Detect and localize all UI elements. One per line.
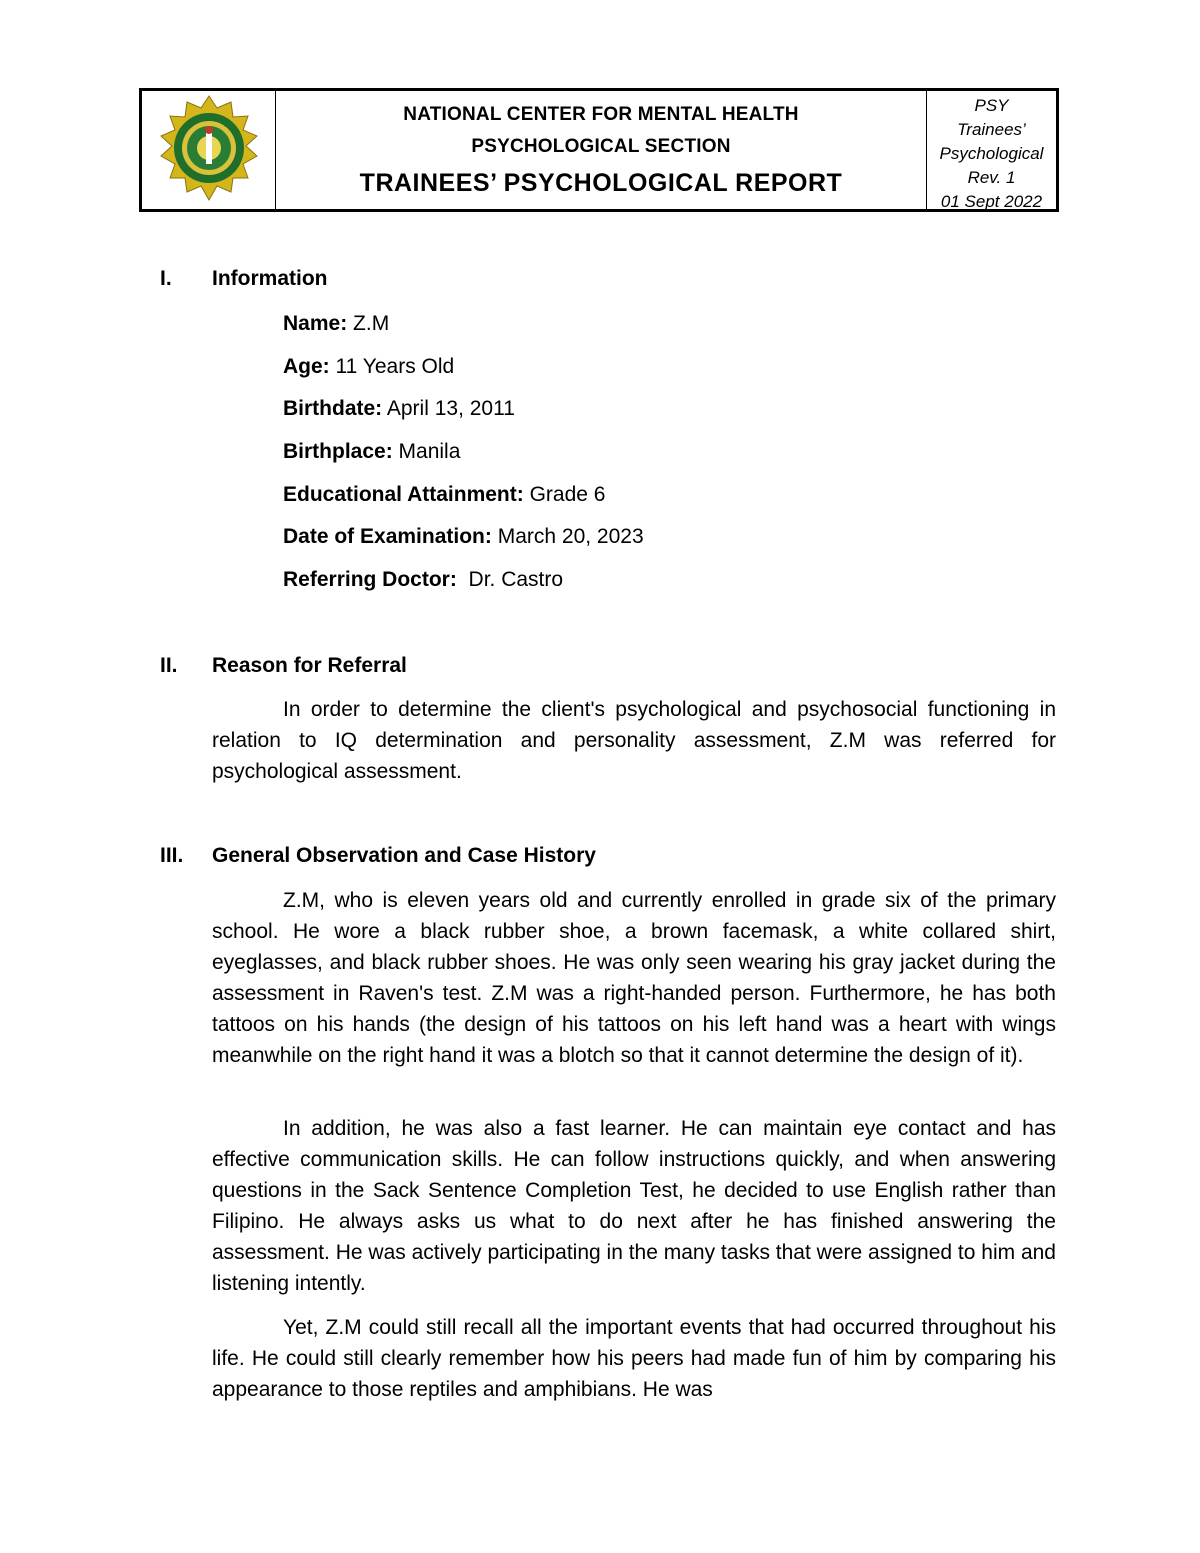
title-cell — [276, 91, 927, 209]
field-value: April 13, 2011 — [386, 397, 515, 420]
field-value: Grade 6 — [529, 483, 606, 506]
paragraph-text: In order to determine the client's psychological and psychosocial functioning in relation to IQ determination and personality assessment, Z.M was referred for psychological assessment. — [212, 698, 1056, 783]
field-label: Birthdate: — [283, 397, 383, 420]
meta-code: PSY — [974, 96, 1009, 115]
section-name: PSYCHOLOGICAL SECTION — [471, 136, 731, 157]
paragraph-text: In addition, he was also a fast learner. He can maintain eye contact and has effective communication skills. He can follow instructions quickly, and when answering questions in the Sack Sentence Completion Test, he decided to use English rather than Filipino. He always asks us what to do next after he has finished answering the assessment. He was actively participating in the many tasks that were assigned to him and listening intently. — [212, 1117, 1056, 1295]
meta-date: 01 Sept 2022 — [940, 192, 1043, 211]
field-label: Educational Attainment: — [283, 483, 524, 506]
document-meta — [927, 91, 1056, 209]
field-birthdate — [283, 397, 515, 421]
ncmh-seal-icon — [153, 94, 265, 206]
field-date-of-examination — [283, 525, 644, 549]
field-label: Referring Doctor: — [283, 568, 457, 591]
field-educational-attainment — [283, 483, 605, 507]
paragraph-text: Z.M, who is eleven years old and currently enrolled in grade six of the primary school. He wore a black rubber shoe, a brown facemask, a white collared shirt, eyeglasses, and black rubber shoes. He was only seen wearing his gray jacket during the assessment in Raven's test. Z.M was a right-handed person. Furthermore, he has both tattoos on his hands (the design of his tattoos on his left hand was a heart with wings meanwhile on the right hand it was a blotch so that it cannot determine the design of it). — [212, 889, 1056, 1067]
field-birthplace — [283, 440, 460, 464]
field-label: Age: — [283, 355, 330, 378]
paragraph — [212, 885, 1056, 1071]
document-header — [139, 88, 1059, 212]
field-label: Birthplace: — [283, 440, 393, 463]
paragraph-text: Yet, Z.M could still recall all the important events that had occurred throughout his life. He could still clearly remember how his peers had made fun of him by comparing his appearance to those reptiles and amphibians. He was — [212, 1316, 1056, 1401]
field-value: March 20, 2023 — [497, 525, 644, 548]
logo-cell — [142, 91, 276, 209]
field-label: Date of Examination: — [283, 525, 492, 548]
field-label: Name: — [283, 312, 348, 335]
paragraph — [212, 1312, 1056, 1405]
field-value: Z.M — [353, 312, 390, 335]
report-title: TRAINEES’ PSYCHOLOGICAL REPORT — [359, 169, 843, 197]
field-name — [283, 312, 389, 336]
section-title: Information — [212, 267, 328, 290]
meta-line2: Trainees’ — [957, 120, 1026, 139]
field-value: 11 Years Old — [335, 355, 455, 378]
meta-revision: Rev. 1 — [967, 168, 1016, 187]
field-age — [283, 355, 454, 379]
paragraph — [212, 694, 1056, 787]
field-referring-doctor — [283, 568, 563, 592]
field-value: Manila — [398, 440, 461, 463]
section-number: II. — [160, 654, 178, 677]
section-number: I. — [160, 267, 172, 290]
meta-line3: Psychological — [939, 144, 1044, 163]
paragraph — [212, 1113, 1056, 1299]
section-title: Reason for Referral — [212, 654, 407, 677]
org-name: NATIONAL CENTER FOR MENTAL HEALTH — [403, 104, 799, 125]
field-value: Dr. Castro — [468, 568, 564, 591]
section-title: General Observation and Case History — [212, 844, 596, 867]
section-number: III. — [160, 844, 184, 867]
